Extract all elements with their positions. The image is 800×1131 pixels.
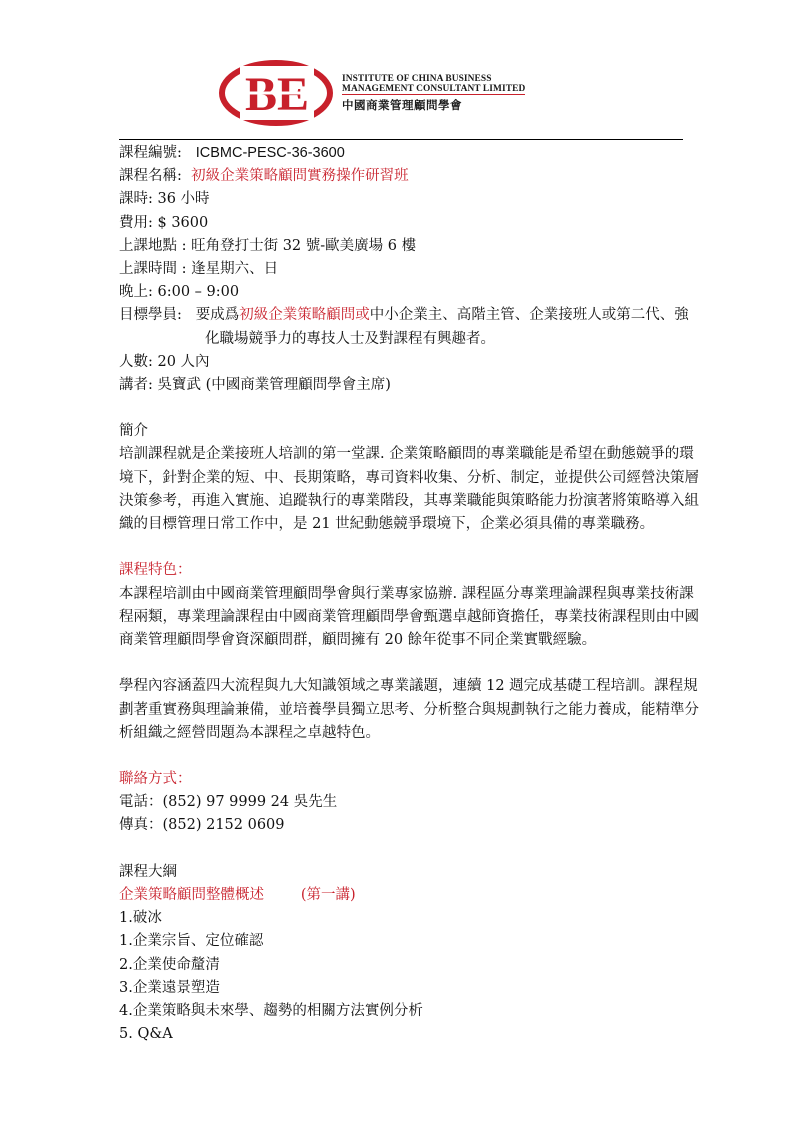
contact-fax: 傳真：(852) 2152 0609 (119, 817, 285, 834)
course-code-value: ICBMC-PESC-36-3600 (195, 145, 345, 161)
header-divider (119, 139, 683, 140)
target-red: 初級企業策略顧問或 (239, 307, 370, 324)
logo-letters: BE (244, 68, 310, 121)
intro-line: 決策參考，再進入實施、追蹤執行的專業階段，其專業職能與策略能力扮演著將策略導入組 (119, 492, 699, 509)
outline-section-title: 企業策略顧問整體概述 (第一講) (119, 887, 356, 903)
contact-heading: 聯絡方式： (119, 771, 192, 788)
intro-heading: 簡介 (119, 423, 148, 440)
course-name-line (119, 165, 689, 188)
outline-heading: 課程大綱 (119, 863, 177, 880)
intro-line: 織的目標管理日常工作中，是 21 世紀動態競爭環境下，企業必須具備的專業職務。 (119, 516, 655, 532)
headcount: 人數: 20 人內 (119, 353, 210, 370)
outline-item: 2.企業使命釐清 (119, 956, 220, 973)
outline-item: 3.企業遠景塑造 (119, 979, 220, 996)
org-name-zh: 中國商業管理顧問學會 (342, 98, 462, 113)
outline-item: 5. Q&A (119, 1026, 173, 1043)
intro-line: 境下，針對企業的短、中、長期策略，專司資料收集、分析、制定，並提供公司經營決策層 (119, 469, 699, 486)
org-name-en-line1: INSTITUTE OF CHINA BUSINESS (342, 74, 492, 84)
header (218, 58, 598, 128)
features-heading: 課程特色： (119, 562, 192, 579)
features-line: 程兩類，專業理論課程由中國商業管理顧問學會甄選卓越師資擔任，專業技術課程則由中國 (119, 608, 699, 625)
course-code-label: 課程編號: (119, 145, 182, 161)
outline-item: 1.企業宗旨、定位確認 (119, 933, 264, 950)
course-location: 上課地點 : 旺角登打士街 32 號-歐美廣場 6 樓 (119, 237, 417, 254)
features-line: 學程內容涵蓋四大流程與九大知識領域之專業議題，連續 12 週完成基礎工程培訓。課程規 (119, 678, 698, 695)
course-code-line (119, 142, 689, 165)
intro-line: 培訓課程就是企業接班人培訓的第一堂課. 企業策略顧問的專業職能是希望在動態競爭的環 (119, 446, 694, 463)
features-line: 劃著重實務與理論兼備，並培養學員獨立思考、分析整合與規劃執行之能力養成，能精準分 (119, 701, 699, 718)
contact-phone: 電話：(852) 97 9999 24 吳先生 (119, 794, 338, 811)
course-time: 上課時間 : 逢星期六、日 (119, 260, 279, 277)
target-line2: 化職場競爭力的專技人士及對課程有興趣者。 (205, 330, 495, 347)
logo-icon (218, 58, 336, 128)
course-hours: 課時: 36 小時 (119, 191, 210, 208)
lecturer: 講者: 吳寶武 (中國商業管理顧問學會主席) (119, 376, 391, 393)
target-line1 (119, 304, 689, 327)
features-line: 析組織之經營問題為本課程之卓越特色。 (119, 724, 380, 741)
course-evening: 晚上: 6:00 – 9:00 (119, 284, 240, 301)
outline-item: 1.破冰 (119, 910, 162, 927)
outline-item: 4.企業策略與未來學、趨勢的相關方法實例分析 (119, 1002, 423, 1019)
target-pre: 要成爲 (195, 307, 240, 324)
org-name-en-line2: MANAGEMENT CONSULTANT LIMITED (342, 83, 526, 94)
course-fee: 費用: $ 3600 (119, 214, 209, 231)
organization-name (342, 75, 525, 113)
course-name-value: 初級企業策略顧問實務操作研習班 (191, 168, 409, 185)
target-post: 中小企業主、高階主管、企業接班人或第二代、強 (369, 307, 689, 324)
document-body (119, 142, 699, 1046)
features-line: 本課程培訓由中國商業管理顧問學會與行業專家協辦. 課程區分專業理論課程與專業技術課 (119, 585, 694, 602)
features-line: 商業管理顧問學會資深顧問群，顧問擁有 20 餘年從事不同企業實戰經驗。 (119, 631, 597, 648)
target-label: 目標學員: (119, 307, 182, 324)
course-name-label: 課程名稱: (119, 168, 182, 185)
